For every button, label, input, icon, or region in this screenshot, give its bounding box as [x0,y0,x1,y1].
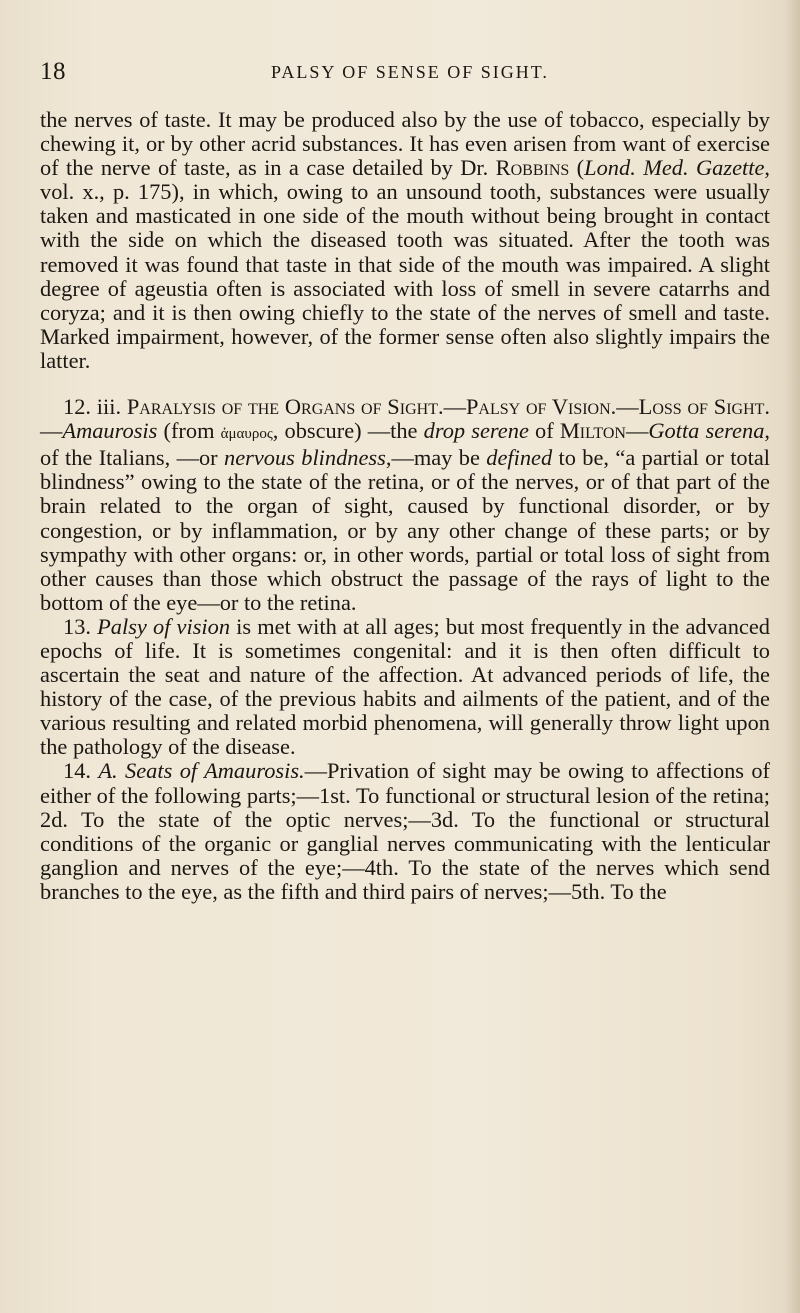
dash-2: — [616,394,639,420]
paragraph-13 [40,615,770,760]
heading-loss-of-sight: Loss of Sight. [638,394,770,420]
term-seats-of-amaurosis: Seats of Amaurosis. [125,758,305,784]
body-text [40,108,770,904]
greek-word: ἀμαυρος [220,426,273,443]
dash-1: — [443,394,466,420]
paragraph-12 [40,395,770,615]
continuation-text-1: the nerves of taste. It may be produced also by the use of tobacco, especially by chewing it, or by other acrid substances. It has even arisen from want of exercise of the nerve of taste, as in a case detailed by Dr. [40,107,770,181]
para-14-text: —Privation of sight may be owing to affections of either of the following parts;—1st. To functional or structural lesion of the retina; 2d. To the state of the optic nerves;—3d. To the functional or structural conditions of the organic or ganglial nerves communicating with the lenticular ganglion and nerves of the eye;—4th. To the state of the nerves which send branches to the eye, as the fifth and third pairs of nerves;—5th. To the [40,758,771,904]
dash-3: — [40,418,63,444]
from-open: (from [157,418,221,444]
dash-5: — [625,418,649,444]
para-13-number: 13. [63,613,98,639]
running-head: PALSY OF SENSE OF SIGHT. [271,62,549,82]
paragraph-14 [40,759,770,904]
term-gotta-serena: Gotta serena [648,418,765,444]
para-13-text: is met with at all ages; but most frequently in the advanced epochs of life. It is sometimes congenital: and it is then often difficult to ascertain the seat and nature of the affection. At advanced periods of life, the history of the case, of the previous habits and ailments of the patient, and of the various resulting and related morbid phenomena, will generally throw light upon the pathology of the disease. [40,613,770,760]
of-milton: of [528,418,560,444]
para-12-number: 12. iii. [63,394,127,420]
continuation-text-2: , vol. x., p. 175), in which, owing to an unsound tooth, substances were usually taken and masticated in one side of the mouth without being brought in contact with the side on which the diseased tooth was situated. After the tooth was removed it was found that taste in that side of the mouth was impaired. A slight degree of ageustia often is associated with loss of smell in severe catarrhs and coryza; and it is then owing chiefly to the state of the nerves of smell and taste. Marked impairment, however, of the former sense often also slightly impairs the latter. [40,155,770,373]
author-robbins: Robbins [495,155,570,181]
may-be-text: ,—may be [385,445,487,471]
term-palsy-of-vision: Palsy of vision [97,613,231,639]
dash-4: —the [361,418,424,444]
para-12-rest: to be, “a partial or total blindness” owing to the state of the retina, or of the nerves, or of that part of the brain related to the organ of sight, caused by functional disorder, or by congestion, or by inflammation, or by any other change of these parts; or by sympathy with other organs: or, in other words, partial or total loss of sight from other causes than those which obstruct the passage of the rays of light to the bottom of the eye—or to the retina. [40,445,770,615]
term-nervous-blindness: nervous blindness [224,445,386,471]
term-drop-serene: drop serene [423,418,529,444]
term-amaurosis: Amaurosis [62,418,158,444]
page-number: 18 [40,58,66,85]
para-14-label: A. [98,758,126,784]
page-edge-shadow [784,0,800,1313]
term-defined: defined [486,445,553,471]
obscure-gloss: , obscure) [272,418,362,444]
para-14-number: 14. [63,758,99,784]
heading-paralysis-organs-of-sight: Paralysis of the Organs of Sight. [126,394,444,420]
journal-title: Lond. Med. Gazette [584,155,765,181]
author-milton: Milton [559,418,626,444]
italians-text: , of the Italians, —or [40,418,770,471]
paragraph-continuation [40,108,770,373]
page-header [40,58,780,88]
heading-palsy-of-vision: Palsy of Vision. [465,394,617,420]
paren-open: ( [569,155,585,181]
